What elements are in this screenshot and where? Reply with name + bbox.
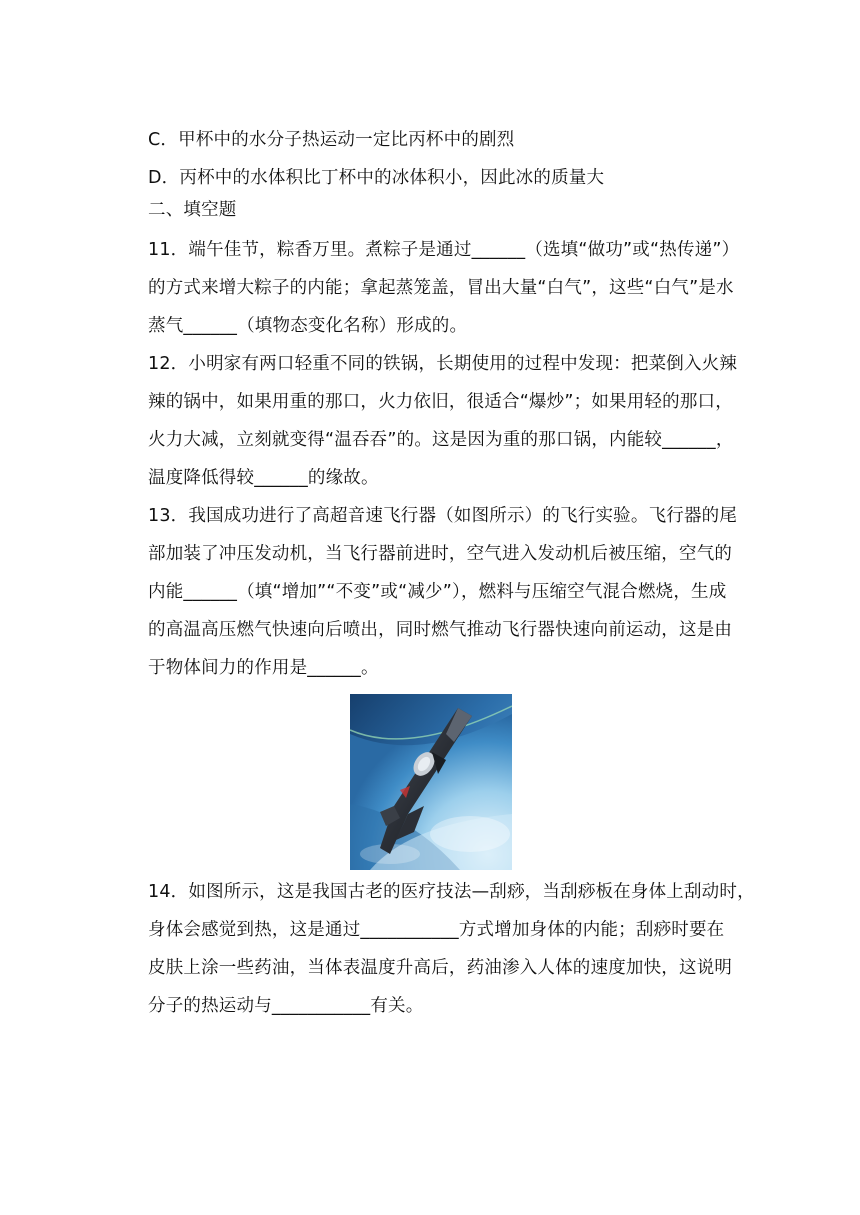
q11-line-1: 11．端午佳节，粽香万里。煮粽子是通过______（选填“做功”或“热传递”） bbox=[148, 240, 740, 260]
q12-line-1: 12．小明家有两口轻重不同的铁锅，长期使用的过程中发现：把菜倒入火辣 bbox=[148, 354, 738, 374]
option-d: D．丙杯中的水体积比丁杯中的冰体积小，因此冰的质量大 bbox=[148, 168, 605, 188]
q12-line-3: 火力大减，立刻就变得“温吞吞”的。这是因为重的那口锅，内能较______， bbox=[148, 430, 734, 450]
q13-line-3: 内能______（填“增加”“不变”或“减少”），燃料与压缩空气混合燃烧，生成 bbox=[148, 582, 727, 602]
q14-line-4: 分子的热运动与___________有关。 bbox=[148, 996, 424, 1016]
q14-line-1: 14．如图所示，这是我国古老的医疗技法—刮痧，当刮痧板在身体上刮动时， bbox=[148, 882, 755, 902]
section-heading: 二、填空题 bbox=[148, 200, 237, 220]
q11-line-3: 蒸气______（填物态变化名称）形成的。 bbox=[148, 316, 468, 336]
q12-line-4: 温度降低得较______的缘故。 bbox=[148, 468, 379, 488]
q11-line-2: 的方式来增大粽子的内能；拿起蒸笼盖，冒出大量“白气”，这些“白气”是水 bbox=[148, 278, 734, 298]
q13-line-4: 的高温高压燃气快速向后喷出，同时燃气推动飞行器快速向前运动，这是由 bbox=[148, 620, 733, 640]
hypersonic-aircraft-image bbox=[350, 694, 512, 870]
q13-line-5: 于物体间力的作用是______。 bbox=[148, 658, 379, 678]
q13-line-1: 13．我国成功进行了高超音速飞行器（如图所示）的飞行实验。飞行器的尾 bbox=[148, 506, 738, 526]
aircraft-illustration bbox=[350, 694, 512, 870]
q14-line-3: 皮肤上涂一些药油，当体表温度升高后，药油渗入人体的速度加快，这说明 bbox=[148, 958, 733, 978]
q13-line-2: 部加装了冲压发动机，当飞行器前进时，空气进入发动机后被压缩，空气的 bbox=[148, 544, 733, 564]
q12-line-2: 辣的锅中，如果用重的那口，火力依旧，很适合“爆炒”；如果用轻的那口， bbox=[148, 392, 733, 412]
q14-line-2: 身体会感觉到热，这是通过___________方式增加身体的内能；刮痧时要在 bbox=[148, 920, 725, 940]
option-c: C．甲杯中的水分子热运动一定比丙杯中的剧烈 bbox=[148, 130, 515, 150]
